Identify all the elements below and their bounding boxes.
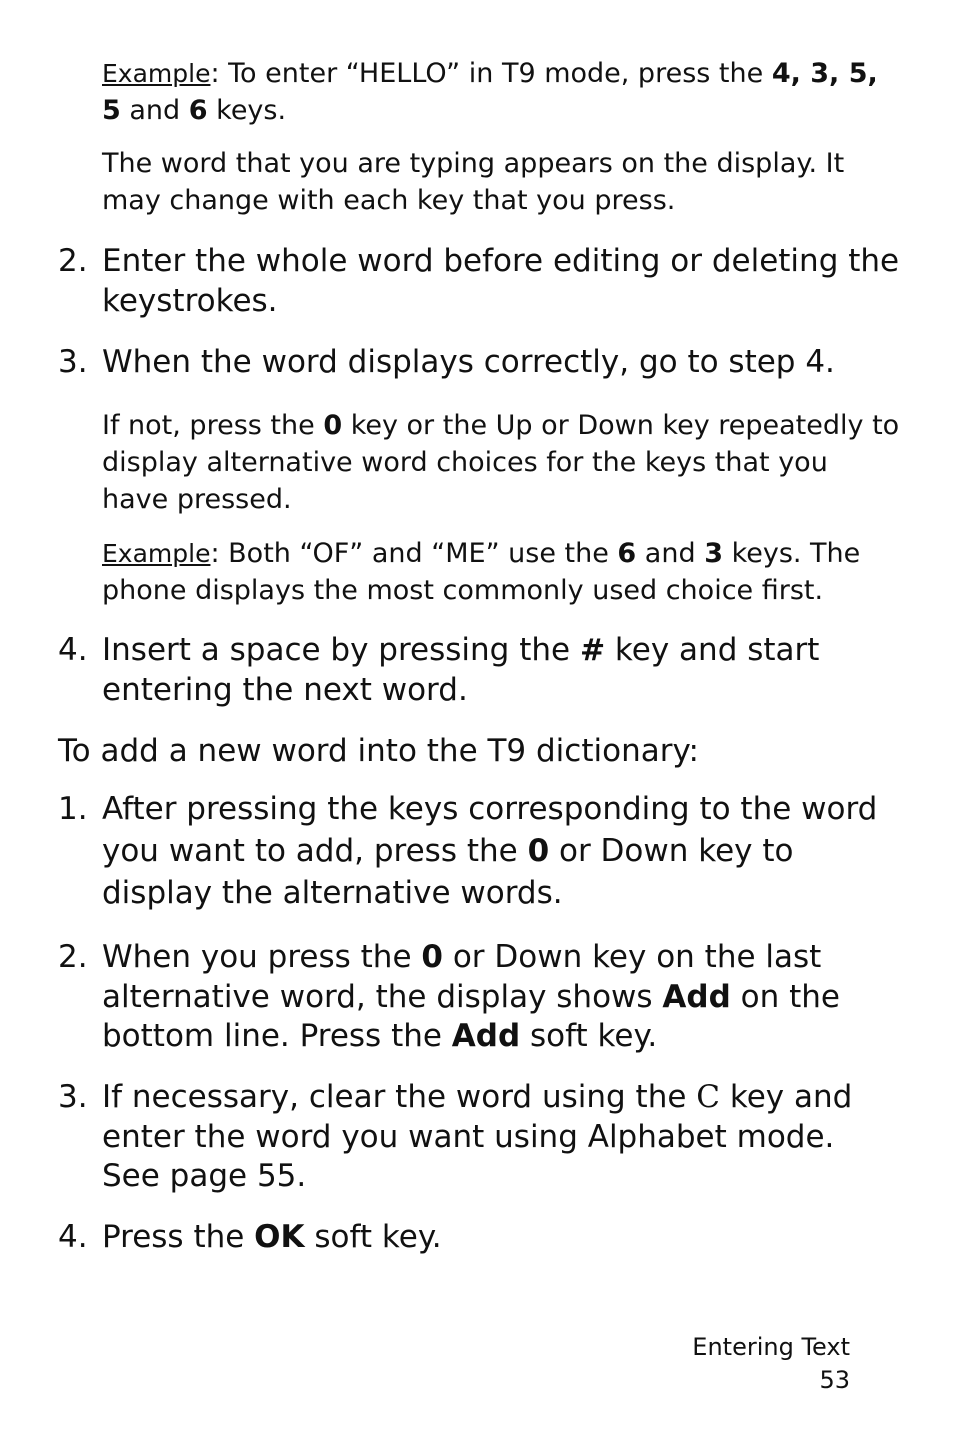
step-text: Insert a space by pressing the # key and start entering the next word. [102,632,820,708]
key-0: 0 [527,833,550,869]
key-0: 0 [421,939,443,975]
step-number: 4. [58,1219,88,1255]
step-number: 2. [58,243,88,279]
key-6: 6 [188,95,208,126]
example-label: Example [102,539,211,568]
step-text: After pressing the keys corresponding to the word you want to add, press the 0 or Down key to display the alternative words. [102,791,878,911]
step-number: 2. [58,939,88,975]
step-text: When you press the 0 or Down key on the last alternative word, the display shows Add on the bottom line. Press the Add soft key. [102,939,840,1054]
step-text: Enter the whole word before editing or deleting the keystrokes. [102,243,900,319]
example-hello: Example: To enter “HELLO” in T9 mode, press the 4, 3, 5, 5 and 6 keys. [102,58,878,126]
ok-soft-key-label: OK [254,1219,305,1255]
example-of-me: Example: Both “OF” and “ME” use the 6 and 3 keys. The phone displays the most commonly used choice first. [102,538,861,606]
key-0: 0 [323,410,343,441]
page-number: 53 [819,1366,850,1394]
clear-key-icon: C [696,1079,721,1115]
if-not-note: If not, press the 0 key or the Up or Down key repeatedly to display alternative word choices for the keys that you have pressed. [102,410,900,515]
key-3: 3 [704,538,723,569]
step-number: 3. [58,1079,88,1115]
add-soft-key-label: Add [451,1018,521,1054]
page-footer [692,1331,850,1397]
step-text: When the word displays correctly, go to step 4. [102,344,835,380]
key-sequence: 4, 3, 5, 5 [102,58,878,126]
hash-key-icon: # [579,633,606,668]
step-number: 1. [58,791,88,827]
add-word-heading: To add a new word into the T9 dictionary: [58,733,699,769]
key-6: 6 [617,538,637,569]
step-text: Press the OK soft key. [102,1219,442,1255]
add-label: Add [662,978,731,1015]
word-display-note: The word that you are typing appears on the display. It may change with each key that you press. [102,148,845,216]
example-label: Example [102,59,211,88]
section-title: Entering Text [692,1333,850,1361]
step-number: 4. [58,632,88,668]
step-number: 3. [58,344,88,380]
step-text: If necessary, clear the word using the C key and enter the word you want using Alphabet mode. See page 55. [102,1079,853,1194]
